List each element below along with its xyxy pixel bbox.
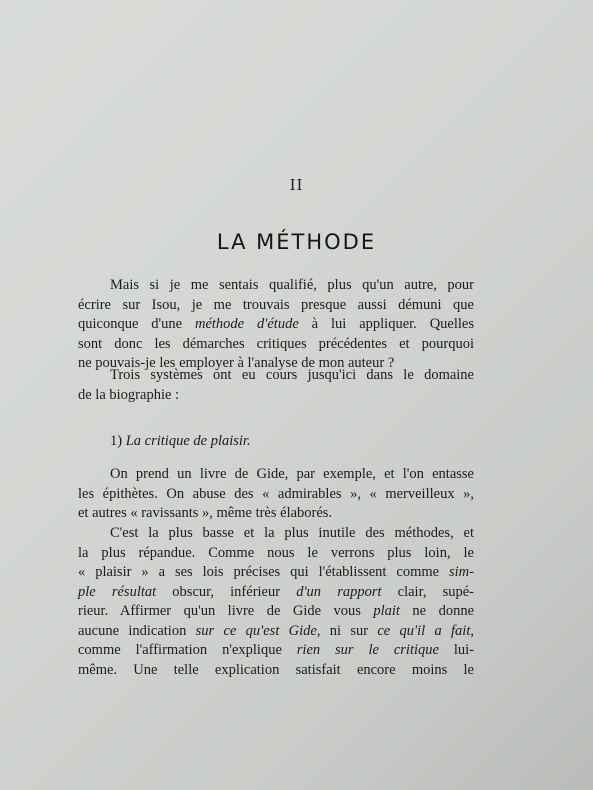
text-line: On prend un livre de Gide, par exemple, et l'on entasse xyxy=(110,466,474,482)
text-line: même. Une telle explication satisfait encore moins le xyxy=(78,661,474,678)
emphasis: plait xyxy=(373,603,400,619)
section-title: La critique de plaisir. xyxy=(125,433,251,449)
text-line: comme l'affirmation n'explique rien sur le critique lui- xyxy=(78,642,474,658)
paragraph-systems xyxy=(78,366,474,405)
paragraph-critique xyxy=(78,524,474,680)
paragraph-intro xyxy=(78,276,474,374)
text-line: sont donc les démarches critiques précédentes et pourquoi xyxy=(78,335,474,352)
text-line: les épithètes. On abuse des « admirables », « merveilleux », xyxy=(78,485,474,502)
emphasis: d'un rapport xyxy=(296,583,382,600)
text-line: la plus répandue. Comme nous le verrons plus loin, le xyxy=(78,544,474,561)
text-line: de la biographie : xyxy=(78,386,180,403)
emphasis: rien sur le critique xyxy=(296,642,439,658)
text-line: Trois systèmes ont eu cours jusqu'ici dans le domaine xyxy=(110,367,474,383)
emphasis: ce qu'il a fait xyxy=(377,622,471,639)
paragraph-gide-example xyxy=(78,465,474,524)
chapter-number: II xyxy=(289,176,304,194)
text-line: « plaisir » a ses lois précises qui l'établissent comme sim- xyxy=(78,564,474,580)
text-line: aucune indication sur ce qu'est Gide, ni sur ce qu'il a fait, xyxy=(78,622,474,639)
text-line: ple résultat obscur, inférieur d'un rapport clair, supé- xyxy=(78,583,474,600)
text-line: rieur. Affirmer qu'un livre de Gide vous plait ne donne xyxy=(78,603,474,619)
emphasis: ple résultat xyxy=(78,583,157,600)
section-heading xyxy=(78,432,474,452)
section-number: 1) xyxy=(110,433,123,449)
text-line: ne pouvais-je les employer à l'analyse de mon auteur ? xyxy=(78,355,395,371)
text-line: et autres « ravissants », même très élaborés. xyxy=(78,505,333,521)
text-line: Mais si je me sentais qualifié, plus qu'un autre, pour xyxy=(110,277,474,293)
text-line: quiconque d'une méthode d'étude à lui appliquer. Quelles xyxy=(78,316,474,332)
emphasis: sim- xyxy=(449,564,474,580)
text-line: écrire sur Isou, je me trouvais presque aussi démuni que xyxy=(78,296,474,313)
emphasis: sur ce qu'est Gide xyxy=(195,622,317,639)
emphasis: méthode d'étude xyxy=(195,316,299,332)
chapter-title: LA MÉTHODE xyxy=(216,230,377,254)
text-line: C'est la plus basse et la plus inutile des méthodes, et xyxy=(110,525,474,541)
text-line xyxy=(78,432,474,452)
